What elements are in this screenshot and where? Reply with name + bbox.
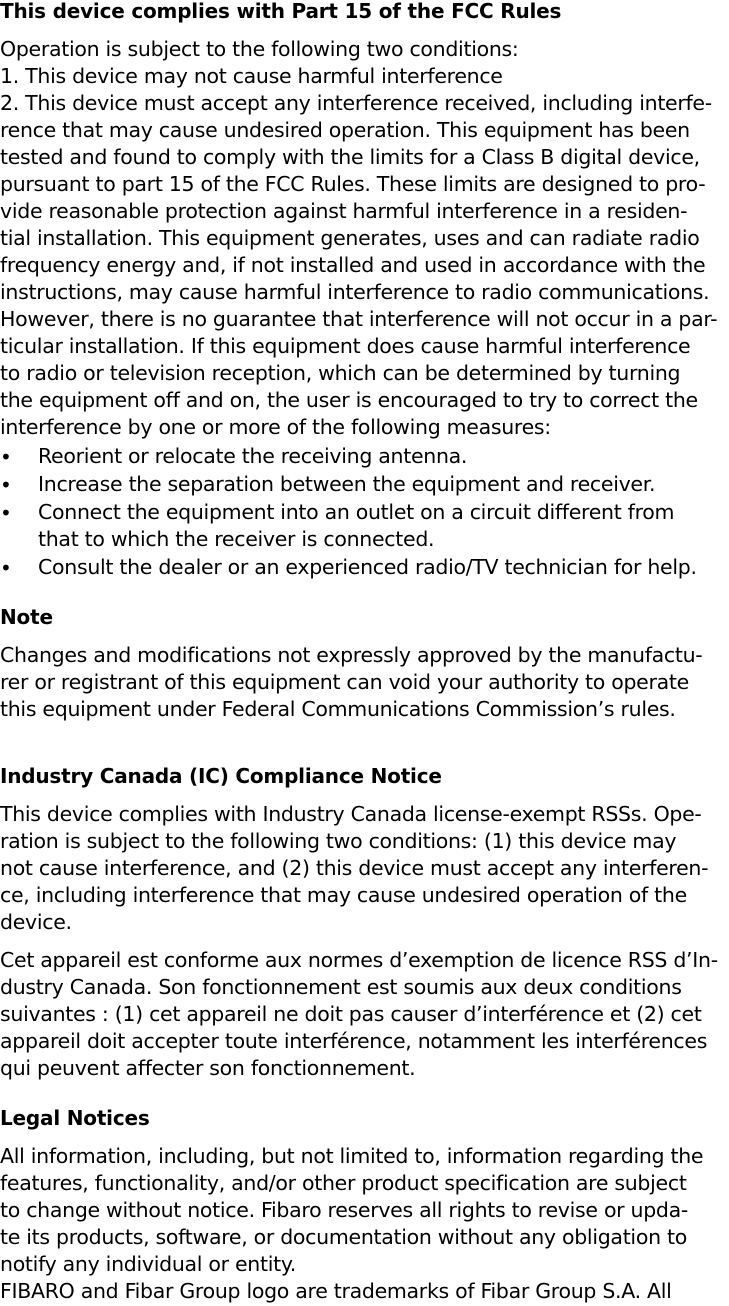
fcc-bullet-continued: that to which the receiver is connected. xyxy=(38,527,435,551)
legal-heading: Legal Notices xyxy=(0,1106,150,1130)
bullet-marker: • xyxy=(0,445,12,469)
fcc-line: the equipment off and on, the user is encouraged to try to correct the xyxy=(0,388,698,412)
legal-line: FIBARO and Fibar Group logo are trademarks of Fibar Group S.A. All xyxy=(0,1279,672,1303)
ic-en-line: ration is subject to the following two conditions: (1) this device may xyxy=(0,829,677,853)
ic-fr-line: appareil doit accepter toute interférence, notamment les interférences xyxy=(0,1029,708,1053)
ic-fr-line: dustry Canada. Son fonctionnement est soumis aux deux conditions xyxy=(0,975,682,999)
fcc-line: 2. This device must accept any interference received, including interfe- xyxy=(0,91,712,115)
fcc-line: ticular installation. If this equipment does cause harmful interference xyxy=(0,334,691,358)
ic-en-line: This device complies with Industry Canada license-exempt RSSs. Ope- xyxy=(0,802,702,826)
fcc-line: rence that may cause undesired operation. This equipment has been xyxy=(0,118,690,142)
fcc-line: Operation is subject to the following two conditions: xyxy=(0,37,519,61)
ic-en-line: device. xyxy=(0,910,72,934)
fcc-line: interference by one or more of the following measures: xyxy=(0,415,551,439)
legal-line: te its products, software, or documentation without any obligation to xyxy=(0,1225,687,1249)
legal-line: features, functionality, and/or other product specification are subject xyxy=(0,1171,687,1195)
fcc-line: tial installation. This equipment generates, uses and can radiate radio xyxy=(0,226,700,250)
bullet-marker: • xyxy=(0,556,12,580)
ic-fr-line: qui peuvent affecter son fonctionnement. xyxy=(0,1056,416,1080)
fcc-heading: This device complies with Part 15 of the FCC Rules xyxy=(0,0,562,23)
bullet-marker: • xyxy=(0,473,12,497)
fcc-line: tested and found to comply with the limits for a Class B digital device, xyxy=(0,145,700,169)
ic-fr-line: suivantes : (1) cet appareil ne doit pas causer d’interférence et (2) cet xyxy=(0,1002,702,1026)
note-line: this equipment under Federal Communications Commission’s rules. xyxy=(0,697,676,721)
bullet-marker: • xyxy=(0,501,12,525)
fcc-bullet: Reorient or relocate the receiving antenna. xyxy=(38,444,468,468)
ic-en-line: ce, including interference that may cause undesired operation of the xyxy=(0,883,687,907)
fcc-line: 1. This device may not cause harmful interference xyxy=(0,64,503,88)
fcc-bullet: Increase the separation between the equipment and receiver. xyxy=(38,472,656,496)
ic-fr-line: Cet appareil est conforme aux normes d’exemption de licence RSS d’In- xyxy=(0,948,718,972)
ic-en-line: not cause interference, and (2) this device must accept any interferen- xyxy=(0,856,709,880)
note-heading: Note xyxy=(0,605,53,629)
note-line: rer or registrant of this equipment can void your authority to operate xyxy=(0,670,689,694)
fcc-line: vide reasonable protection against harmful interference in a residen- xyxy=(0,199,688,223)
fcc-line: frequency energy and, if not installed and used in accordance with the xyxy=(0,253,706,277)
fcc-line: However, there is no guarantee that interference will not occur in a par- xyxy=(0,307,718,331)
fcc-line: instructions, may cause harmful interference to radio communications. xyxy=(0,280,710,304)
fcc-line: to radio or television reception, which can be determined by turning xyxy=(0,361,681,385)
fcc-bullet: Consult the dealer or an experienced radio/TV technician for help. xyxy=(38,555,697,579)
ic-heading: Industry Canada (IC) Compliance Notice xyxy=(0,764,442,788)
note-line: Changes and modifications not expressly approved by the manufactu- xyxy=(0,643,703,667)
legal-line: notify any individual or entity. xyxy=(0,1252,296,1276)
fcc-line: pursuant to part 15 of the FCC Rules. These limits are designed to pro- xyxy=(0,172,706,196)
legal-line: All information, including, but not limited to, information regarding the xyxy=(0,1144,704,1168)
fcc-bullet: Connect the equipment into an outlet on a circuit different from xyxy=(38,500,675,524)
legal-line: to change without notice. Fibaro reserves all rights to revise or upda- xyxy=(0,1198,689,1222)
